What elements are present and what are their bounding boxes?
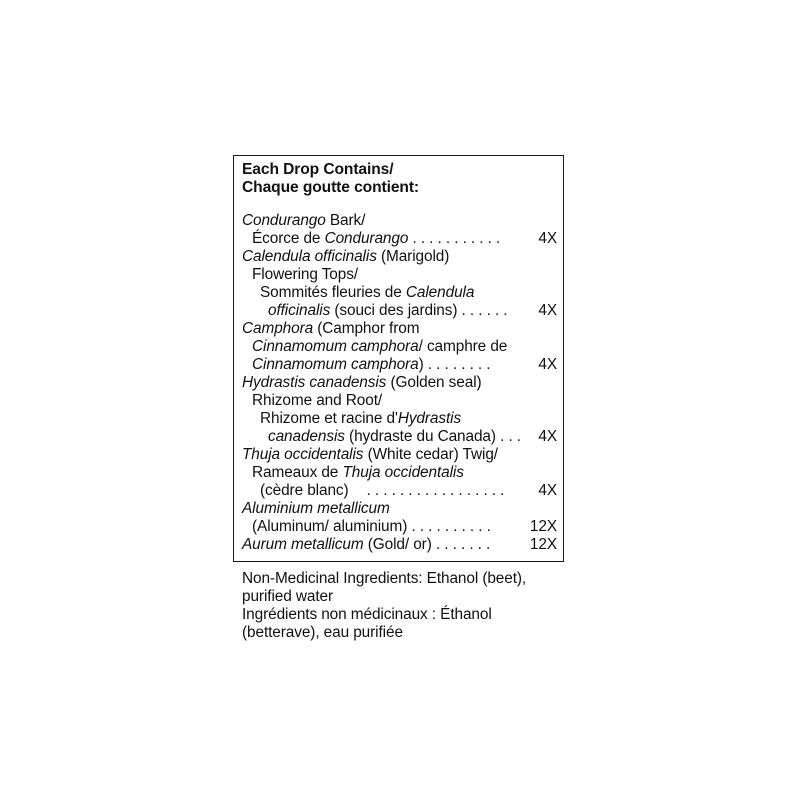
camphora-dose: 4X (538, 356, 557, 373)
hydrastis-line1: Hydrastis canadensis (Golden seal) (242, 374, 482, 391)
condurango-dose: 4X (538, 230, 557, 247)
footer-fr-line1: Ingrédients non médicinaux : Éthanol (242, 606, 492, 623)
thuja-line3: (cèdre blanc) . . . . . . . . . . . . . . . . . 4X (260, 482, 557, 499)
header-title-en: Each Drop Contains/ (242, 161, 394, 178)
hydrastis-line2: Rhizome and Root/ (252, 392, 383, 409)
thuja-line2: Rameaux de Thuja occidentalis (252, 464, 464, 481)
aluminium-line2: (Aluminum/ aluminium) . . . . . . . . . . 12X (252, 518, 557, 535)
footer-fr-line2: (betterave), eau purifiée (242, 624, 403, 641)
footer-en-line2: purified water (242, 588, 333, 605)
calendula-line3: Sommités fleuries de Calendula (260, 284, 475, 301)
hydrastis-dose: 4X (538, 428, 557, 445)
thuja-dose: 4X (538, 482, 557, 499)
aluminium-dose: 12X (529, 518, 557, 535)
header-title-fr: Chaque goutte contient: (242, 179, 420, 196)
ingredients-panel (233, 155, 564, 562)
non-medicinal-ingredients (242, 570, 526, 642)
hydrastis-line3: Rhizome et racine d'Hydrastis (260, 410, 462, 427)
aluminium-line1: Aluminium metallicum (242, 500, 390, 517)
camphora-line1: Camphora (Camphor from (242, 320, 420, 337)
aurum-dose: 12X (529, 536, 557, 553)
camphora-line2: Cinnamomum camphora/ camphre de (252, 338, 508, 355)
footer-en-line1: Non-Medicinal Ingredients: Ethanol (beet), (242, 570, 527, 587)
condurango-line1: Condurango Bark/ (242, 212, 366, 229)
camphora-line3: Cinnamomum camphora) . . . . . . . . 4X (252, 356, 557, 373)
calendula-line4: officinalis (souci des jardins) . . . . . . 4X (268, 302, 557, 319)
hydrastis-line4: canadensis (hydraste du Canada) . . . 4X (268, 428, 557, 445)
calendula-line2: Flowering Tops/ (252, 266, 359, 283)
thuja-line1: Thuja occidentalis (White cedar) Twig/ (242, 446, 498, 463)
calendula-dose: 4X (538, 302, 557, 319)
aurum-line1: Aurum metallicum (Gold/ or) . . . . . . . 12X (242, 536, 557, 553)
condurango-line2: Écorce de Condurango . . . . . . . . . . . 4X (252, 230, 557, 247)
calendula-line1: Calendula officinalis (Marigold) (242, 248, 450, 265)
